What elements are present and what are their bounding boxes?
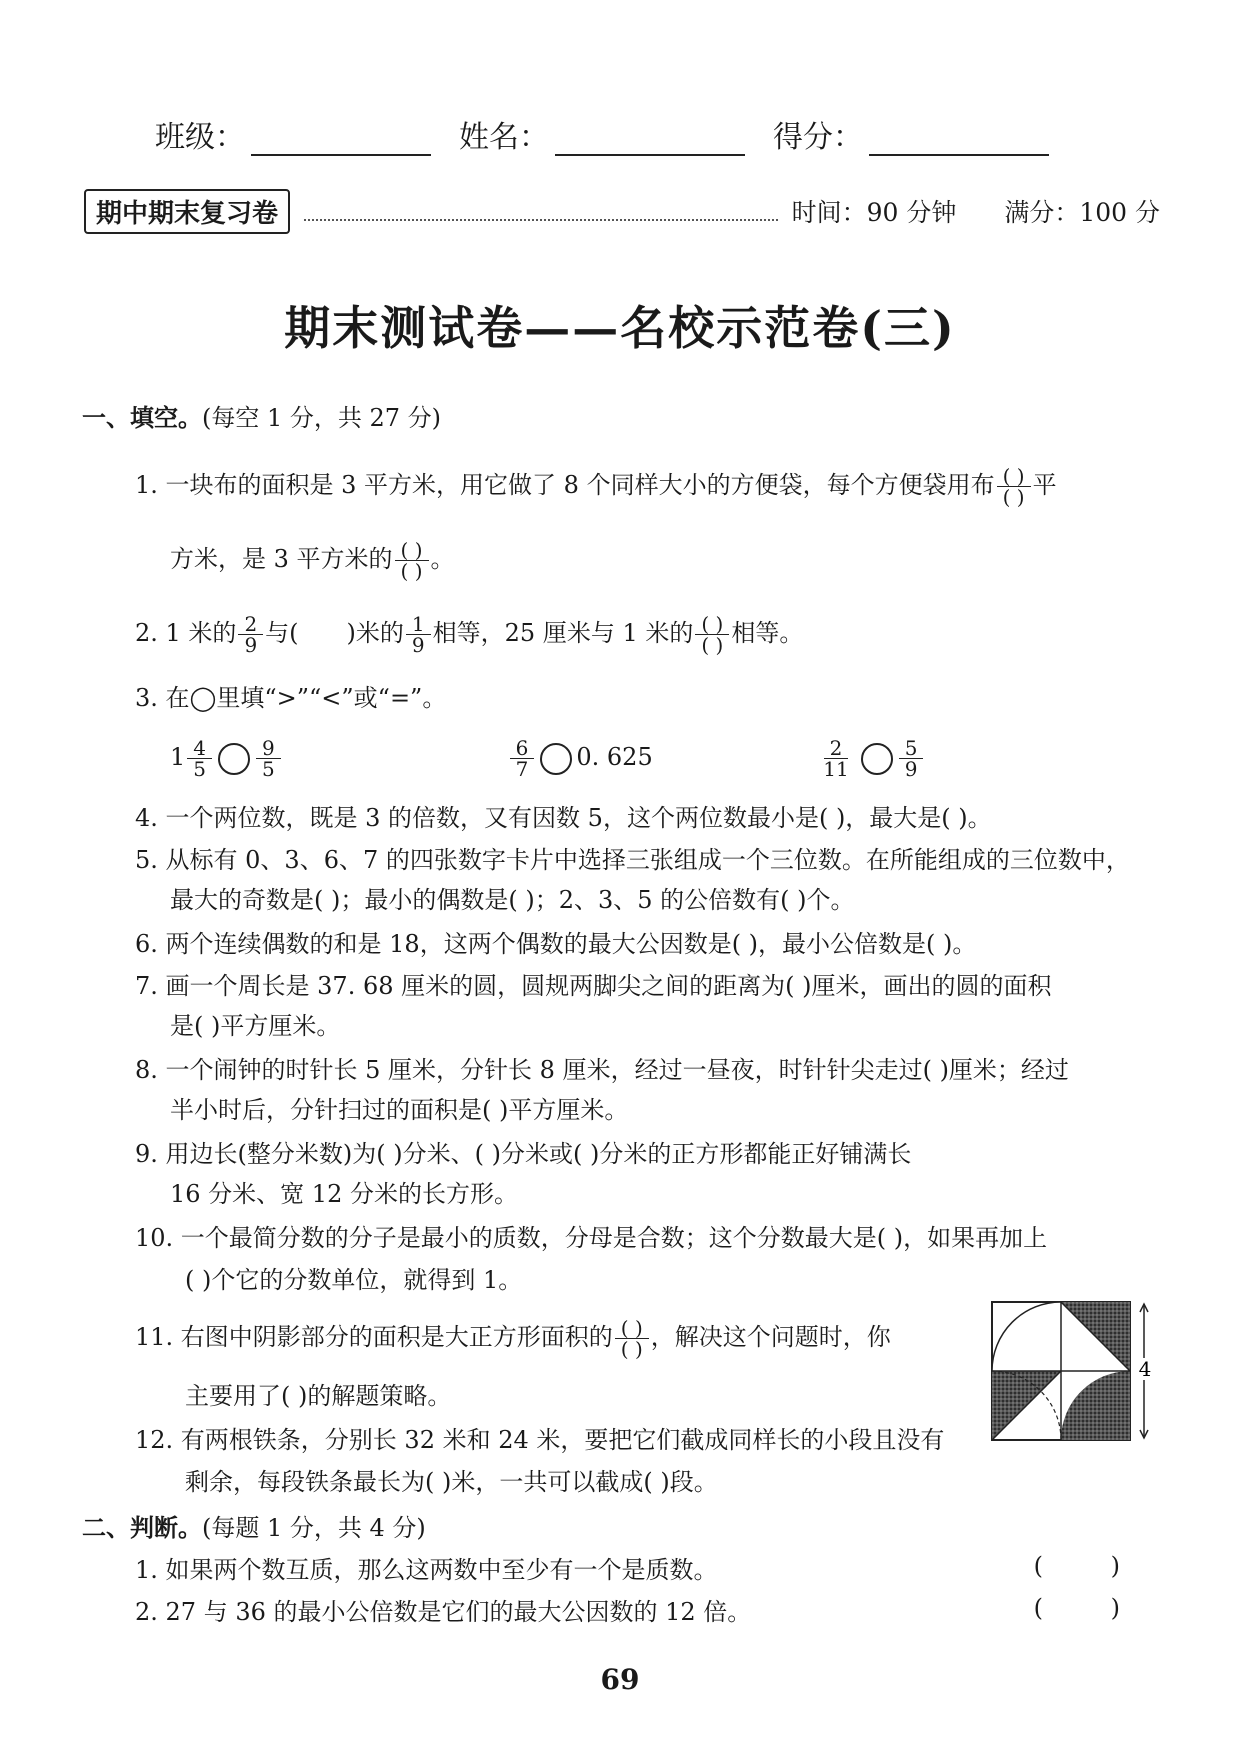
question-11-line-1: 11. 右图中阴影部分的面积是大正方形面积的 $\frac{( )}{( )}$ ，解决这个问题时，你 — [135, 1316, 891, 1361]
judge-answer-2[interactable]: ( ) — [1033, 1594, 1150, 1622]
student-info-fields — [155, 112, 1077, 156]
compare-circle[interactable] — [861, 743, 893, 775]
exam-time: 时间：90 分钟 — [791, 198, 957, 227]
fraction-blank[interactable]: $\frac{( )}{( )}$ — [395, 540, 429, 581]
fraction-blank[interactable]: $\frac{( )}{( )}$ — [695, 614, 729, 655]
score-label: 得分： — [773, 120, 863, 155]
section2-note: (每题 1 分，共 4 分) — [202, 1514, 426, 1542]
question-1-line-2: 方米，是 3 平方米的 $\frac{( )}{( )}$ 。 — [170, 538, 455, 583]
exam-full-score: 满分：100 分 — [1004, 198, 1160, 227]
compare-item-3: $\frac{2}{11}$ $\frac{5}{9}$ — [815, 738, 925, 779]
question-12-line-1: 12. 有两根铁条，分别长 32 米和 24 米，要把它们截成同样长的小段且没有 — [135, 1426, 945, 1454]
fraction-blank[interactable]: $\frac{( )}{( )}$ — [997, 466, 1031, 507]
score-field[interactable] — [773, 112, 1049, 156]
question-2: 2. 1 米的 $\frac{2}{9}$ 与( )米的 $\frac{1}{9}$ 相等，25 厘米与 1 米的 $\frac{( )}{( )}$ 相等。 — [135, 612, 804, 657]
fraction-1-9: $\frac{1}{9}$ — [406, 614, 431, 655]
judge-question-1: 1. 如果两个数互质，那么这两数中至少有一个是质数。 — [135, 1556, 718, 1584]
question-7-line-1: 7. 画一个周长是 37. 68 厘米的圆，圆规两脚尖之间的距离为( )厘米，画出的圆的面积 — [135, 972, 1052, 1000]
question-1-line-1: 1. 一块布的面积是 3 平方米，用它做了 8 个同样大小的方便袋，每个方便袋用布 $\frac{( )}{( )}$ 平 — [135, 464, 1057, 509]
banner-info — [792, 193, 1160, 229]
fraction-blank[interactable]: $\frac{( )}{( )}$ — [615, 1318, 649, 1359]
compare-circle[interactable] — [540, 743, 572, 775]
compare-item-1: 1 $\frac{4}{5}$ $\frac{9}{5}$ — [170, 738, 500, 779]
question-7-line-2: 是( )平方厘米。 — [170, 1012, 341, 1040]
question-3: 3. 在◯里填“>”“<”或“=”。 — [135, 684, 447, 712]
question-6: 6. 两个连续偶数的和是 18，这两个偶数的最大公因数是( )，最小公倍数是( )。 — [135, 930, 977, 958]
question-5-line-1: 5. 从标有 0、3、6、7 的四张数字卡片中选择三张组成一个三位数。在所能组成的三位数中， — [135, 846, 1130, 874]
square-figure — [990, 1300, 1160, 1450]
section1-heading: 一、填空。(每空 1 分，共 27 分) — [82, 404, 442, 432]
score-blank[interactable] — [869, 122, 1049, 156]
class-field[interactable] — [155, 112, 431, 156]
name-label: 姓名： — [459, 120, 549, 155]
judge-question-2: 2. 27 与 36 的最小公倍数是它们的最大公因数的 12 倍。 — [135, 1598, 752, 1626]
class-blank[interactable] — [251, 122, 431, 156]
page-title: 期末测试卷——名校示范卷(三) — [284, 301, 956, 355]
judge-answer-1[interactable]: ( ) — [1033, 1552, 1150, 1580]
name-field[interactable] — [459, 112, 745, 156]
question-9-line-2: 16 分米、宽 12 分米的长方形。 — [170, 1180, 518, 1208]
dimension-label: 4 — [1138, 1357, 1152, 1381]
section1-note: (每空 1 分，共 27 分) — [202, 404, 442, 432]
question-9-line-1: 9. 用边长(整分米数)为( )分米、( )分米或( )分米的正方形都能正好铺满长 — [135, 1140, 912, 1168]
question-8-line-2: 半小时后，分针扫过的面积是( )平方厘米。 — [170, 1096, 629, 1124]
fraction-2-9: $\frac{2}{9}$ — [238, 614, 263, 655]
question-4: 4. 一个两位数，既是 3 的倍数，又有因数 5，这个两位数最小是( )，最大是( )。 — [135, 804, 992, 832]
compare-item-2: $\frac{6}{7}$ 0. 625 — [508, 738, 808, 779]
question-12-line-2: 剩余，每段铁条最长为( )米，一共可以截成( )段。 — [185, 1468, 718, 1496]
section2-heading: 二、判断。(每题 1 分，共 4 分) — [82, 1514, 426, 1542]
question-8-line-1: 8. 一个闹钟的时针长 5 厘米，分针长 8 厘米，经过一昼夜，时针针尖走过( )厘米；经过 — [135, 1056, 1069, 1084]
name-blank[interactable] — [555, 122, 745, 156]
question-5-line-2: 最大的奇数是( )；最小的偶数是( )；2、3、5 的公倍数有( )个。 — [170, 886, 855, 914]
banner-dotted-divider — [304, 201, 778, 221]
class-label: 班级： — [155, 120, 245, 155]
question-10-line-1: 10. 一个最简分数的分子是最小的质数，分母是合数；这个分数最大是( )，如果再加上 — [135, 1224, 1048, 1252]
question-11-line-2: 主要用了( )的解题策略。 — [185, 1382, 452, 1410]
page-number: 69 — [600, 1663, 640, 1696]
compare-circle[interactable] — [218, 743, 250, 775]
question-3-items — [170, 738, 970, 779]
banner-label: 期中期末复习卷 — [84, 189, 290, 234]
exam-banner — [84, 192, 1160, 230]
question-10-line-2: ( )个它的分数单位，就得到 1。 — [185, 1266, 523, 1294]
